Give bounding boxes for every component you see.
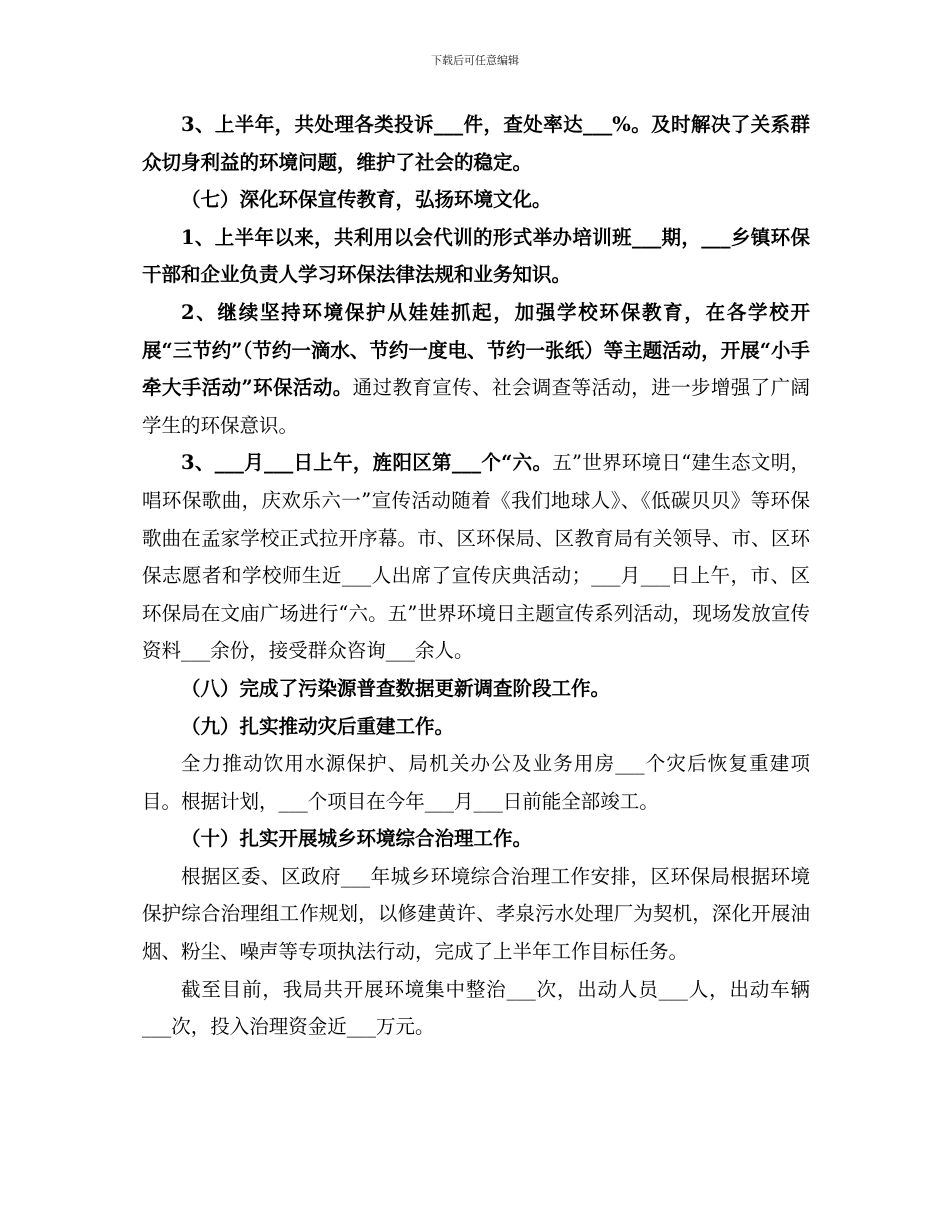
normal-text: 五”世界环境日“建生态文明，唱环保歌曲，庆欢乐六一”宣传活动随着《我们地球人》、《低碳贝贝》等环保歌曲在孟家学校正式拉开序幕。市、区环保局、区教育局有关领导、市、区环保志愿者和学校师生近___人出席了宣传庆典活动；___月___日上午，市、区环保局在文庙广场进行“六。五”世界环境日主题宣传系列活动，现场发放宣传资料___余份，接受群众咨询___余人。: [142, 451, 810, 663]
normal-text: 通过教育宣传、社会调查等活动，进一步增强了广阔学生的环保意识。: [142, 376, 810, 437]
bold-text: 2、继续坚持环境保护从娃娃抓起，加强学校环保教育，在各学校开展“三节约”（节约一滴水、节约一度电、节约一张纸）等主题活动，开展“小手牵大手活动”环保活动。: [142, 300, 810, 400]
page-header: 下载后可任意编辑: [431, 54, 519, 67]
section-heading-8: [142, 670, 810, 708]
paragraph-statistics: [142, 971, 810, 1046]
paragraph-school-education: [142, 294, 810, 444]
section-heading-9: [142, 708, 810, 746]
section-heading-10: [142, 820, 810, 858]
section-heading-7: [142, 181, 810, 219]
paragraph-governance: [142, 858, 810, 971]
bold-text: （八）完成了污染源普查数据更新调查阶段工作。: [181, 676, 611, 700]
normal-text: 全力推动饮用水源保护、局机关办公及业务用房___个灾后恢复重建项目。根据计划，___个项目在今年___月___日前能全部竣工。: [142, 752, 810, 813]
bold-text: 1、上半年以来，共利用以会代训的形式举办培训班___期，___乡镇环保干部和企业负责人学习环保法律法规和业务知识。: [142, 225, 810, 287]
document-body: [142, 106, 810, 1046]
bold-text: （九）扎实推动灾后重建工作。: [181, 714, 455, 738]
bold-text: （十）扎实开展城乡环境综合治理工作。: [181, 827, 533, 851]
paragraph-environment-day: [142, 444, 810, 670]
normal-text: 截至目前，我局共开展环境集中整治___次，出动人员___人，出动车辆___次，投入治理资金近___万元。: [142, 977, 810, 1039]
normal-text: 根据区委、区政府___年城乡环境综合治理工作安排，区环保局根据环境保护综合治理组工作规划，以修建黄许、孝泉污水处理厂为契机，深化开展油烟、粉尘、噪声等专项执法行动，完成了上半年工作目标任务。: [142, 864, 810, 964]
bold-text: （七）深化环保宣传教育，弘扬环境文化。: [181, 188, 552, 212]
paragraph-reconstruction: [142, 745, 810, 820]
paragraph-training: [142, 219, 810, 294]
bold-text: 3、上半年，共处理各类投诉___件，查处率达___%。及时解决了关系群众切身利益的环境问题，维护了社会的稳定。: [142, 113, 810, 174]
paragraph-complaints: [142, 106, 810, 181]
bold-text: 3、___月___日上午，旌阳区第___个“六。: [181, 451, 553, 475]
